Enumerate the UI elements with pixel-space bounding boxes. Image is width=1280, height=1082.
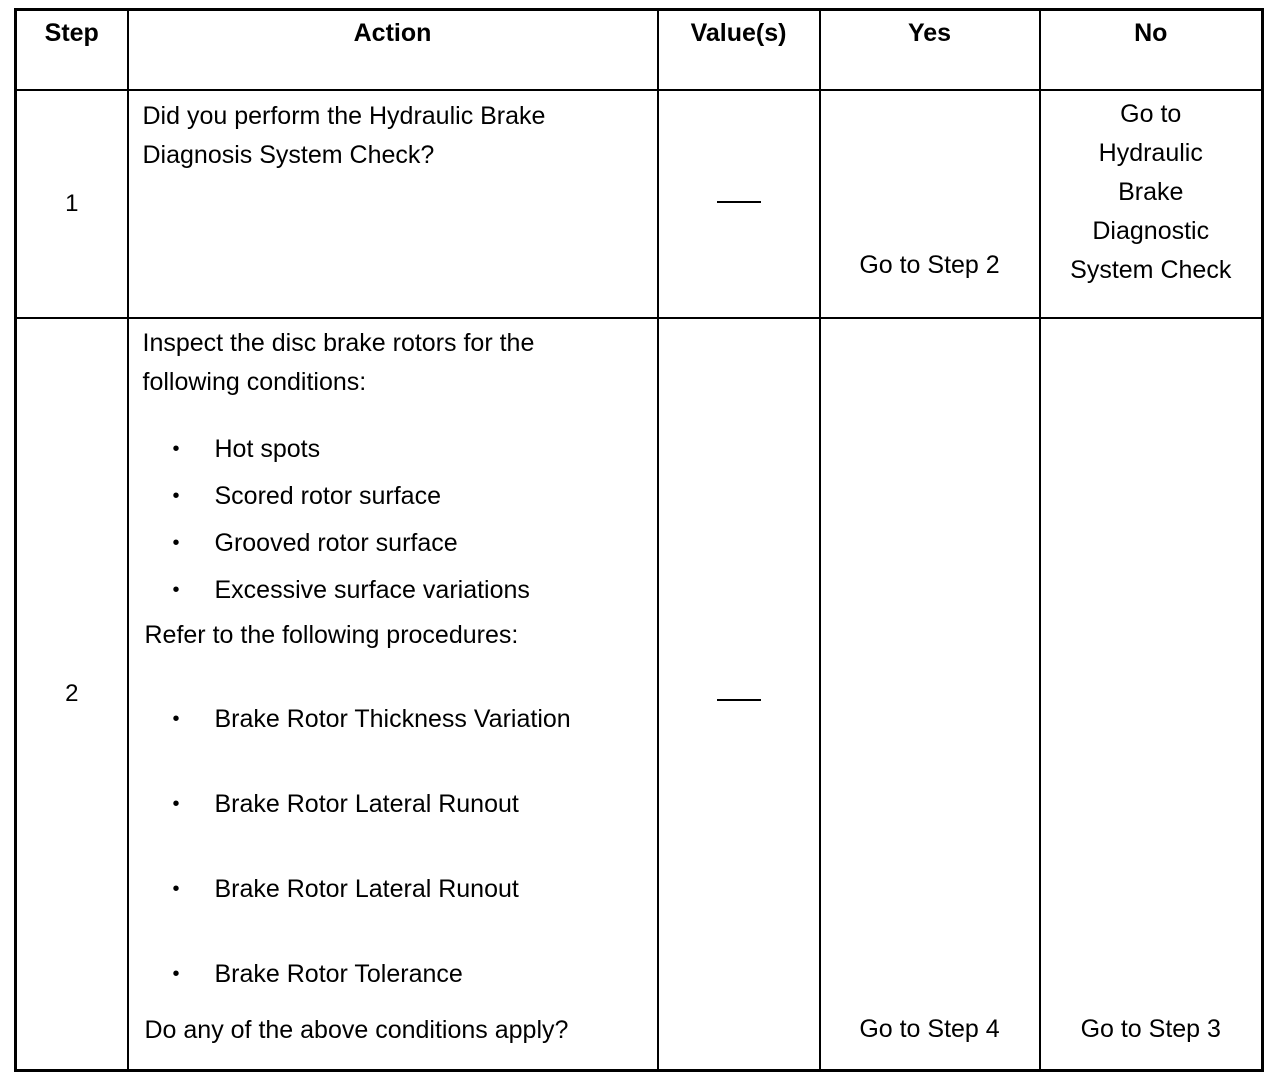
yes-cell: [820, 318, 1040, 1071]
conditions-list: [129, 426, 657, 614]
no-action-line: Go to: [1120, 100, 1182, 128]
no-action-line: System Check: [1070, 256, 1232, 284]
empty-value-dash: [717, 201, 761, 203]
value-cell: [658, 318, 820, 1071]
condition-item: • Hot spots: [129, 426, 657, 473]
refer-text: Refer to the following procedures:: [144, 621, 519, 649]
table-row: [16, 90, 1263, 318]
action-cell: [128, 318, 658, 1071]
no-cell: [1040, 318, 1263, 1071]
step-number: 2: [16, 318, 128, 1071]
diagnostic-table: [14, 8, 1264, 1072]
value-cell: [658, 90, 820, 318]
action-text-line: Diagnosis System Check?: [142, 141, 435, 169]
header-values: Value(s): [658, 10, 820, 91]
question-text: Do any of the above conditions apply?: [144, 1016, 569, 1044]
action-text-line: following conditions:: [142, 368, 367, 396]
yes-cell: [820, 90, 1040, 318]
procedure-item: • Brake Rotor Lateral Runout: [129, 762, 657, 847]
empty-value-dash: [717, 699, 761, 701]
header-step: Step: [16, 10, 128, 91]
no-action-line: Hydraulic: [1098, 139, 1203, 167]
procedure-item: • Brake Rotor Lateral Runout: [129, 847, 657, 932]
table-row: [16, 318, 1263, 1071]
yes-action: Go to Step 2: [859, 251, 1000, 279]
step-number: 1: [16, 90, 128, 318]
action-text-line: Did you perform the Hydraulic Brake: [142, 102, 546, 130]
procedures-list: [129, 677, 657, 1017]
no-action: Go to Step 3: [1080, 1015, 1221, 1043]
no-cell: [1040, 90, 1263, 318]
header-action: Action: [128, 10, 658, 91]
condition-item: • Excessive surface variations: [129, 567, 657, 614]
yes-action: Go to Step 4: [859, 1015, 1000, 1043]
no-action-line: Brake: [1118, 178, 1184, 206]
action-cell: [128, 90, 658, 318]
condition-item: • Grooved rotor surface: [129, 520, 657, 567]
header-yes: Yes: [820, 10, 1040, 91]
procedure-item: • Brake Rotor Thickness Variation: [129, 677, 657, 762]
header-row: [16, 10, 1263, 91]
no-action-line: Diagnostic: [1092, 217, 1210, 245]
procedure-item: • Brake Rotor Tolerance: [129, 932, 657, 1017]
header-no: No: [1040, 10, 1263, 91]
condition-item: • Scored rotor surface: [129, 473, 657, 520]
action-text-line: Inspect the disc brake rotors for the: [142, 329, 535, 357]
